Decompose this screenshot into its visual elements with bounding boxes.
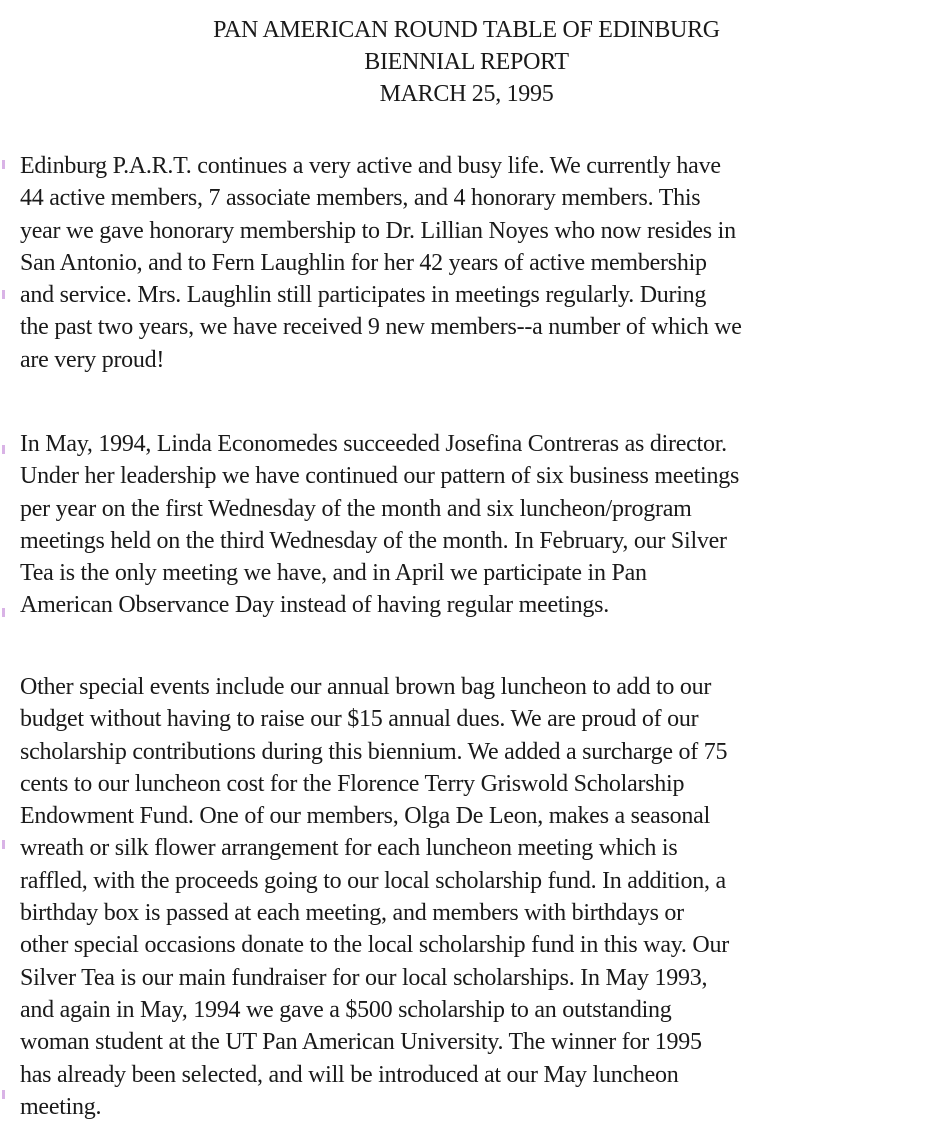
- text-line: meeting.: [20, 1093, 102, 1120]
- text-line: the past two years, we have received 9 new members--a number of which we: [20, 314, 742, 341]
- organization-title: PAN AMERICAN ROUND TABLE OF EDINBURG: [213, 17, 720, 43]
- text-line: meetings held on the third Wednesday of the month. In February, our Silver: [20, 527, 727, 554]
- text-line: Other special events include our annual brown bag luncheon to add to our: [20, 674, 712, 700]
- text-line: other special occasions donate to the local scholarship fund in this way. Our: [20, 932, 729, 959]
- text-line: are very proud!: [20, 346, 165, 373]
- text-line: Tea is the only meeting we have, and in April we participate in Pan: [20, 560, 647, 587]
- scan-artifact: [2, 445, 5, 454]
- report-date: MARCH 25, 1995: [379, 81, 554, 107]
- text-line: 44 active members, 7 associate members, and 4 honorary members. This: [20, 185, 701, 212]
- scan-artifact: [2, 608, 5, 617]
- text-line: has already been selected, and will be introduced at our May luncheon: [20, 1061, 679, 1088]
- text-line: woman student at the UT Pan American University. The winner for 1995: [20, 1029, 702, 1056]
- text-line: and service. Mrs. Laughlin still participates in meetings regularly. During: [20, 282, 707, 309]
- scan-artifact: [2, 160, 5, 169]
- report-title: BIENNIAL REPORT: [364, 49, 569, 75]
- text-line: year we gave honorary membership to Dr. Lillian Noyes who now resides in: [20, 217, 736, 244]
- text-line: per year on the first Wednesday of the month and six luncheon/program: [20, 495, 692, 522]
- scan-artifact: [2, 290, 5, 299]
- text-line: Edinburg P.A.R.T. continues a very active and busy life. We currently have: [20, 153, 721, 179]
- text-line: raffled, with the proceeds going to our local scholarship fund. In addition, a: [20, 867, 726, 894]
- text-line: budget without having to raise our $15 annual dues. We are proud of our: [20, 706, 699, 733]
- text-line: In May, 1994, Linda Economedes succeeded Josefina Contreras as director.: [20, 431, 727, 457]
- text-line: American Observance Day instead of having regular meetings.: [20, 592, 610, 619]
- text-line: Silver Tea is our main fundraiser for our local scholarships. In May 1993,: [20, 964, 708, 991]
- text-line: San Antonio, and to Fern Laughlin for her 42 years of active membership: [20, 249, 707, 276]
- text-line: Under her leadership we have continued our pattern of six business meetings: [20, 463, 740, 490]
- text-line: wreath or silk flower arrangement for each luncheon meeting which is: [20, 835, 678, 862]
- document-header: [0, 14, 933, 110]
- paragraph-membership: [20, 150, 925, 376]
- scan-artifact: [2, 1090, 5, 1099]
- text-line: and again in May, 1994 we gave a $500 scholarship to an outstanding: [20, 996, 672, 1023]
- text-line: cents to our luncheon cost for the Florence Terry Griswold Scholarship: [20, 770, 685, 797]
- scan-artifact: [2, 840, 5, 849]
- text-line: Endowment Fund. One of our members, Olga De Leon, makes a seasonal: [20, 803, 710, 830]
- text-line: birthday box is passed at each meeting, and members with birthdays or: [20, 900, 684, 927]
- paragraph-leadership: [20, 428, 925, 622]
- paragraph-special-events: [20, 671, 925, 1123]
- text-line: scholarship contributions during this biennium. We added a surcharge of 75: [20, 738, 728, 765]
